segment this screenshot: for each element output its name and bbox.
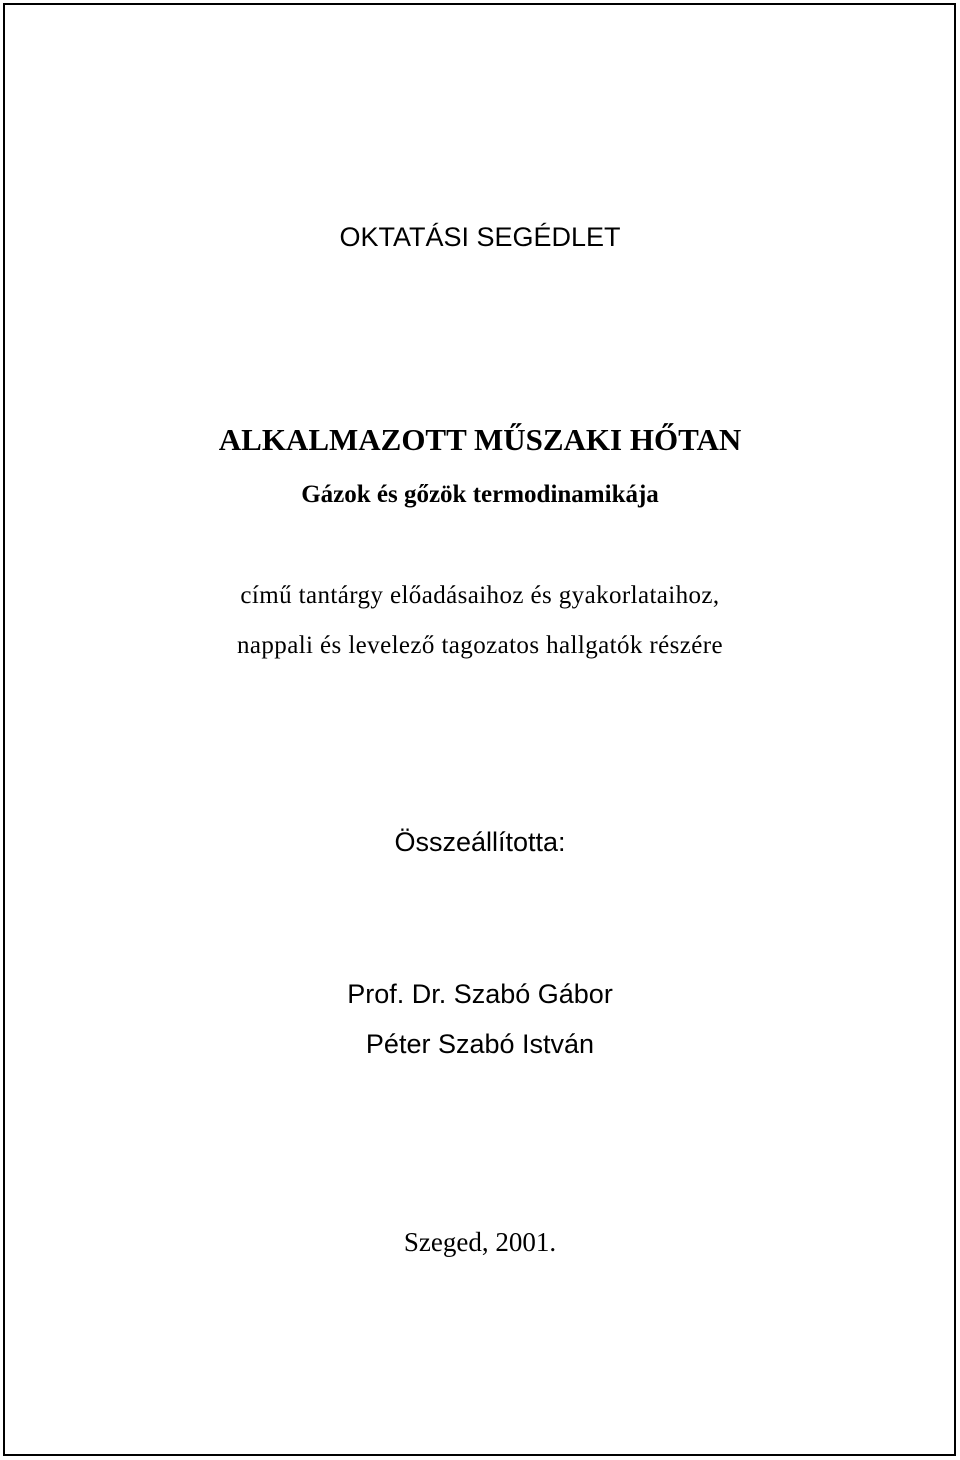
place-and-date: Szeged, 2001. — [403, 1227, 557, 1257]
document-type-label: OKTATÁSI SEGÉDLET — [339, 222, 621, 252]
document-subtitle: Gázok és gőzök termodinamikája — [301, 481, 659, 508]
author-name: Péter Szabó István — [365, 1029, 595, 1059]
description-line-1: című tantárgy előadásaihoz és gyakorlataihoz, — [240, 582, 720, 609]
document-title: ALKALMAZOTT MŰSZAKI HŐTAN — [218, 422, 742, 457]
author-name: Prof. Dr. Szabó Gábor — [347, 979, 613, 1009]
description-line-2: nappali és levelező tagozatos hallgatók részére — [237, 632, 723, 659]
compiled-by-label: Összeállította: — [394, 827, 566, 857]
